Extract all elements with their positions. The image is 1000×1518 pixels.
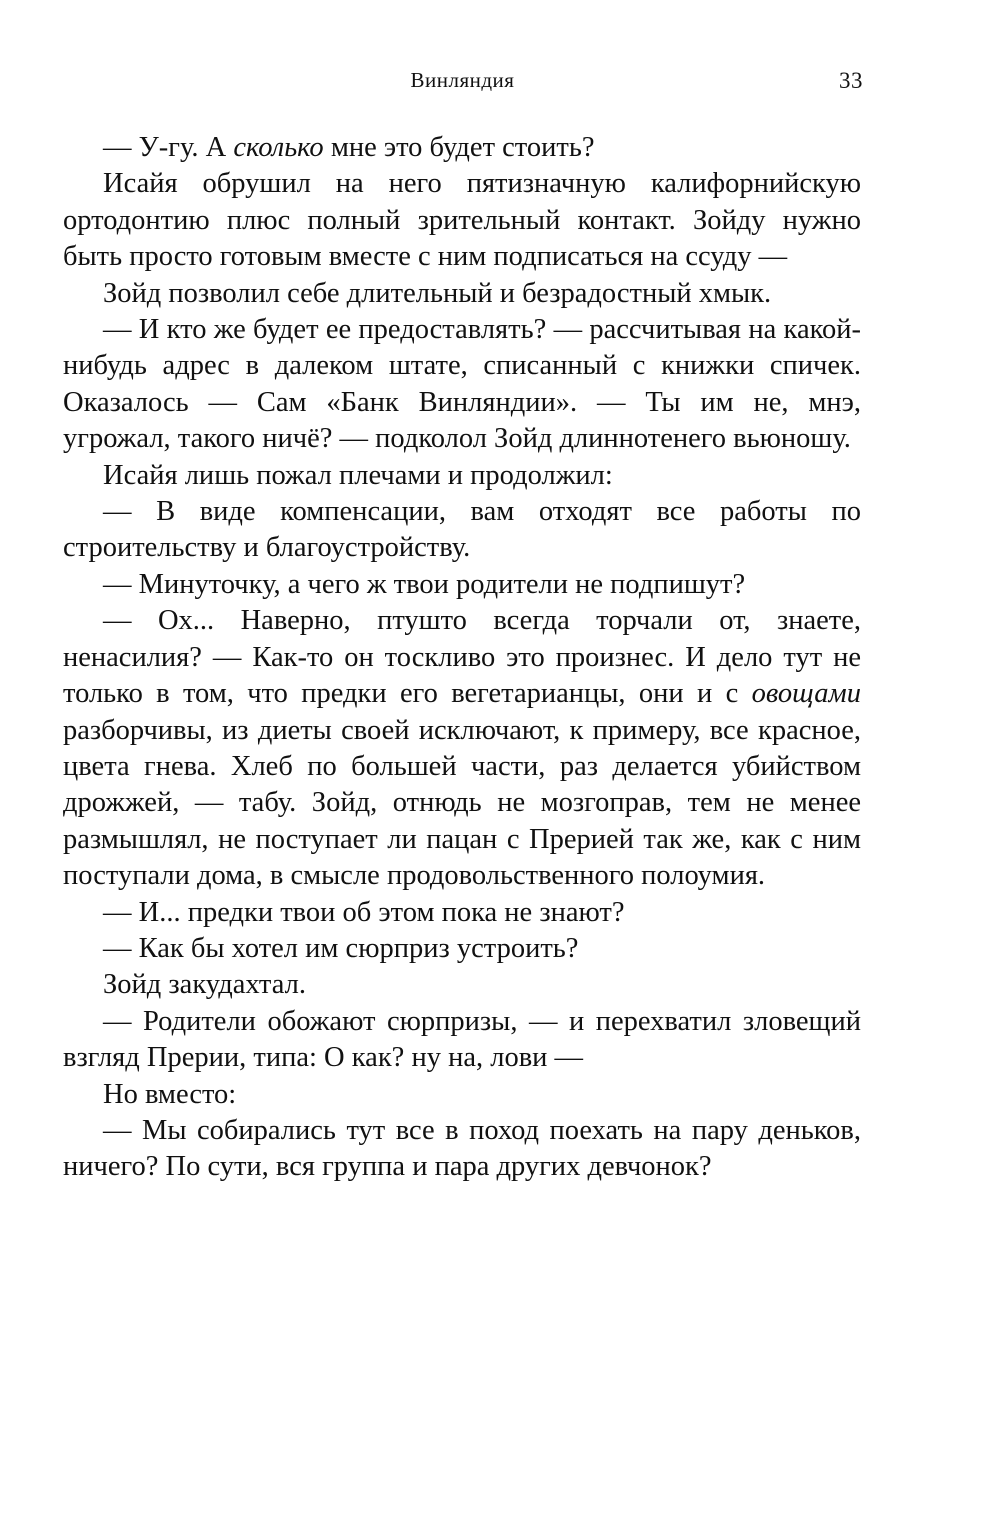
paragraph-text: разборчивы, из диеты своей исключают, к примеру, все красное, цвета гнева. Хлеб по большей части, раз делается убийством дрожжей, — табу. Зойд, отнюдь не мозгоправ, тем не менее размышлял, не поступает ли пацан с Прерией так же, как с ним поступали дома, в смысле продовольственного полоумия. xyxy=(63,714,861,892)
paragraph: Исайя обрушил на него пятизначную калифорнийскую ортодонтию плюс полный зрительный контакт. Зойду нужно быть просто готовым вместе с ним подписаться на ссуду — xyxy=(63,168,861,273)
paragraph xyxy=(63,130,861,166)
paragraph: — Минуточку, а чего ж твои родители не подпишут? xyxy=(103,568,746,600)
paragraph-text: — У-гу. А xyxy=(103,132,234,163)
text-block xyxy=(63,130,861,1186)
paragraph: — Мы собирались тут все в поход поехать на пару деньков, ничего? По сути, вся группа и пара других девчонок? xyxy=(63,1114,861,1183)
italic-text: овощами xyxy=(751,678,861,710)
page-number: 33 xyxy=(839,68,863,93)
paragraph: — И кто же будет ее предоставлять? — рассчитывая на какой-нибудь адрес в далеком штате, списанный с книжки спичек. Оказалось — Сам «Банк Винляндии». — Ты им не, мнэ, угрожал, такого ничё? — подколол Зойд длиннотенего вьюношу. xyxy=(63,314,861,455)
paragraph: Зойд закудахтал. xyxy=(103,969,306,1001)
paragraph: Но вместо: xyxy=(103,1078,237,1110)
paragraph: — Как бы хотел им сюрприз устроить? xyxy=(103,932,579,964)
paragraph-text: — Ох... Наверно, птушто всегда торчали от, знаете, ненасилия? — Как-то он тоскливо это произнес. И дело тут не только в том, что предки его вегетарианцы, они и с xyxy=(63,605,861,710)
paragraph xyxy=(63,603,861,894)
paragraph-text: мне это будет стоить? xyxy=(323,132,595,163)
paragraph: — Родители обожают сюрпризы, — и перехватил зловещий взгляд Прерии, типа: О как? ну на, лови — xyxy=(63,1005,861,1074)
paragraph: — В виде компенсации, вам отходят все работы по строительству и благоустройству. xyxy=(63,496,861,564)
paragraph: Исайя лишь пожал плечами и продолжил: xyxy=(103,459,613,491)
running-title: Винляндия xyxy=(410,68,515,92)
italic-text: сколько xyxy=(233,132,324,163)
paragraph: — И... предки твои об этом пока не знают? xyxy=(103,896,625,928)
running-head xyxy=(0,68,1000,98)
paragraph: Зойд позволил себе длительный и безрадостный хмык. xyxy=(103,277,772,309)
